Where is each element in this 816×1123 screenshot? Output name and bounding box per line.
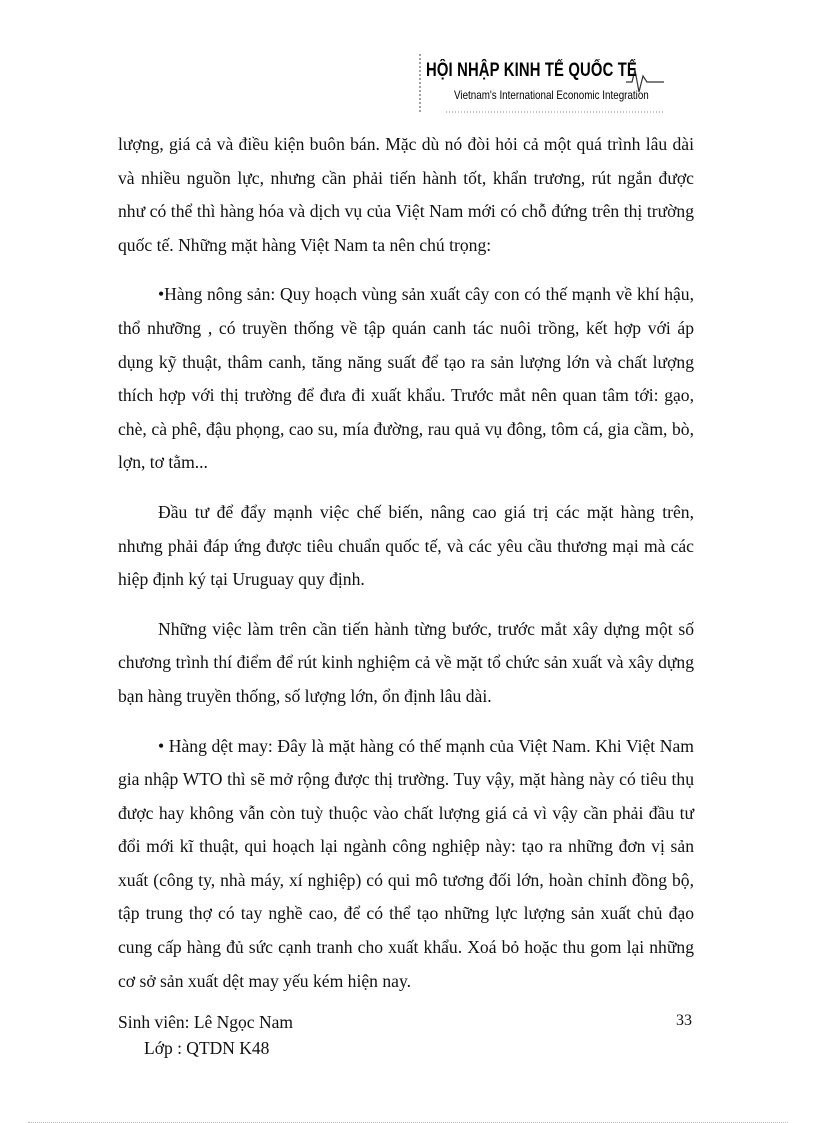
paragraph-investment: Đầu tư để đẩy mạnh việc chế biến, nâng cao giá trị các mặt hàng trên, nhưng phải đáp ứng được tiêu chuẩn quốc tế, và các yêu cầu thương mại mà các hiệp định ký tại Uruguay quy định.: [118, 501, 694, 590]
document-body: [118, 128, 694, 1014]
page-number: 33: [676, 1012, 692, 1029]
paragraph-textiles: • Hàng dệt may: Đây là mặt hàng có thế mạnh của Việt Nam. Khi Việt Nam gia nhập WTO thì sẽ mở rộng được thị trường. Tuy vậy, mặt hàng này có tiêu thụ được hay không vẫn còn tuỳ thuộc vào chất lượng giá cả vì vậy cần phải đầu tư đổi mới kĩ thuật, qui hoạch lại ngành công nghiệp này: tạo ra những đơn vị sản xuất (công ty, nhà máy, xí nghiệp) có qui mô tương đối lớn, hoàn chỉnh đồng bộ, tập trung thợ có tay nghề cao, để có thể tạo những lực lượng sản xuất chủ đạo cung cấp hàng đủ sức cạnh tranh cho xuất khẩu. Xoá bỏ hoặc thu gom lại những cơ sở sản xuất dệt may yếu kém hiện nay.: [118, 735, 694, 991]
logo-title: HỘI NHẬP KINH TẾ QUỐC TẾ: [426, 60, 637, 81]
footer-student-name: Sinh viên: Lê Ngọc Nam: [118, 1012, 293, 1032]
header-logo: [416, 52, 668, 118]
footer-class: Lớp : QTDN K48: [144, 1038, 270, 1058]
paragraph-1: lượng, giá cả và điều kiện buôn bán. Mặc dù nó đòi hỏi cả một quá trình lâu dài và nhiều nguồn lực, nhưng cần phải tiến hành tốt, khẩn trương, rút ngắn được như có thể thì hàng hóa và dịch vụ của Việt Nam mới có chỗ đứng trên thị trường quốc tế. Những mặt hàng Việt Nam ta nên chú trọng:: [118, 134, 694, 255]
logo-subtitle: Vietnam's International Economic Integration: [454, 88, 649, 102]
paragraph-steps: Những việc làm trên cần tiến hành từng bước, trước mắt xây dựng một số chương trình thí điểm để rút kinh nghiệm cả về mặt tổ chức sản xuất và xây dựng bạn hàng truyền thống, số lượng lớn, ổn định lâu dài.: [118, 618, 694, 706]
paragraph-agriculture: •Hàng nông sản: Quy hoạch vùng sản xuất cây con có thế mạnh về khí hậu, thổ nhưỡng , có truyền thống về tập quán canh tác nuôi trồng, kết hợp với áp dụng kỹ thuật, thâm canh, tăng năng suất để tạo ra sản lượng lớn và chất lượng thích hợp với thị trường để đưa đi xuất khẩu. Trước mắt nên quan tâm tới: gạo, chè, cà phê, đậu phọng, cao su, mía đường, rau quả vụ đông, tôm cá, gia cầm, bò, lợn, tơ tằm...: [118, 284, 694, 473]
